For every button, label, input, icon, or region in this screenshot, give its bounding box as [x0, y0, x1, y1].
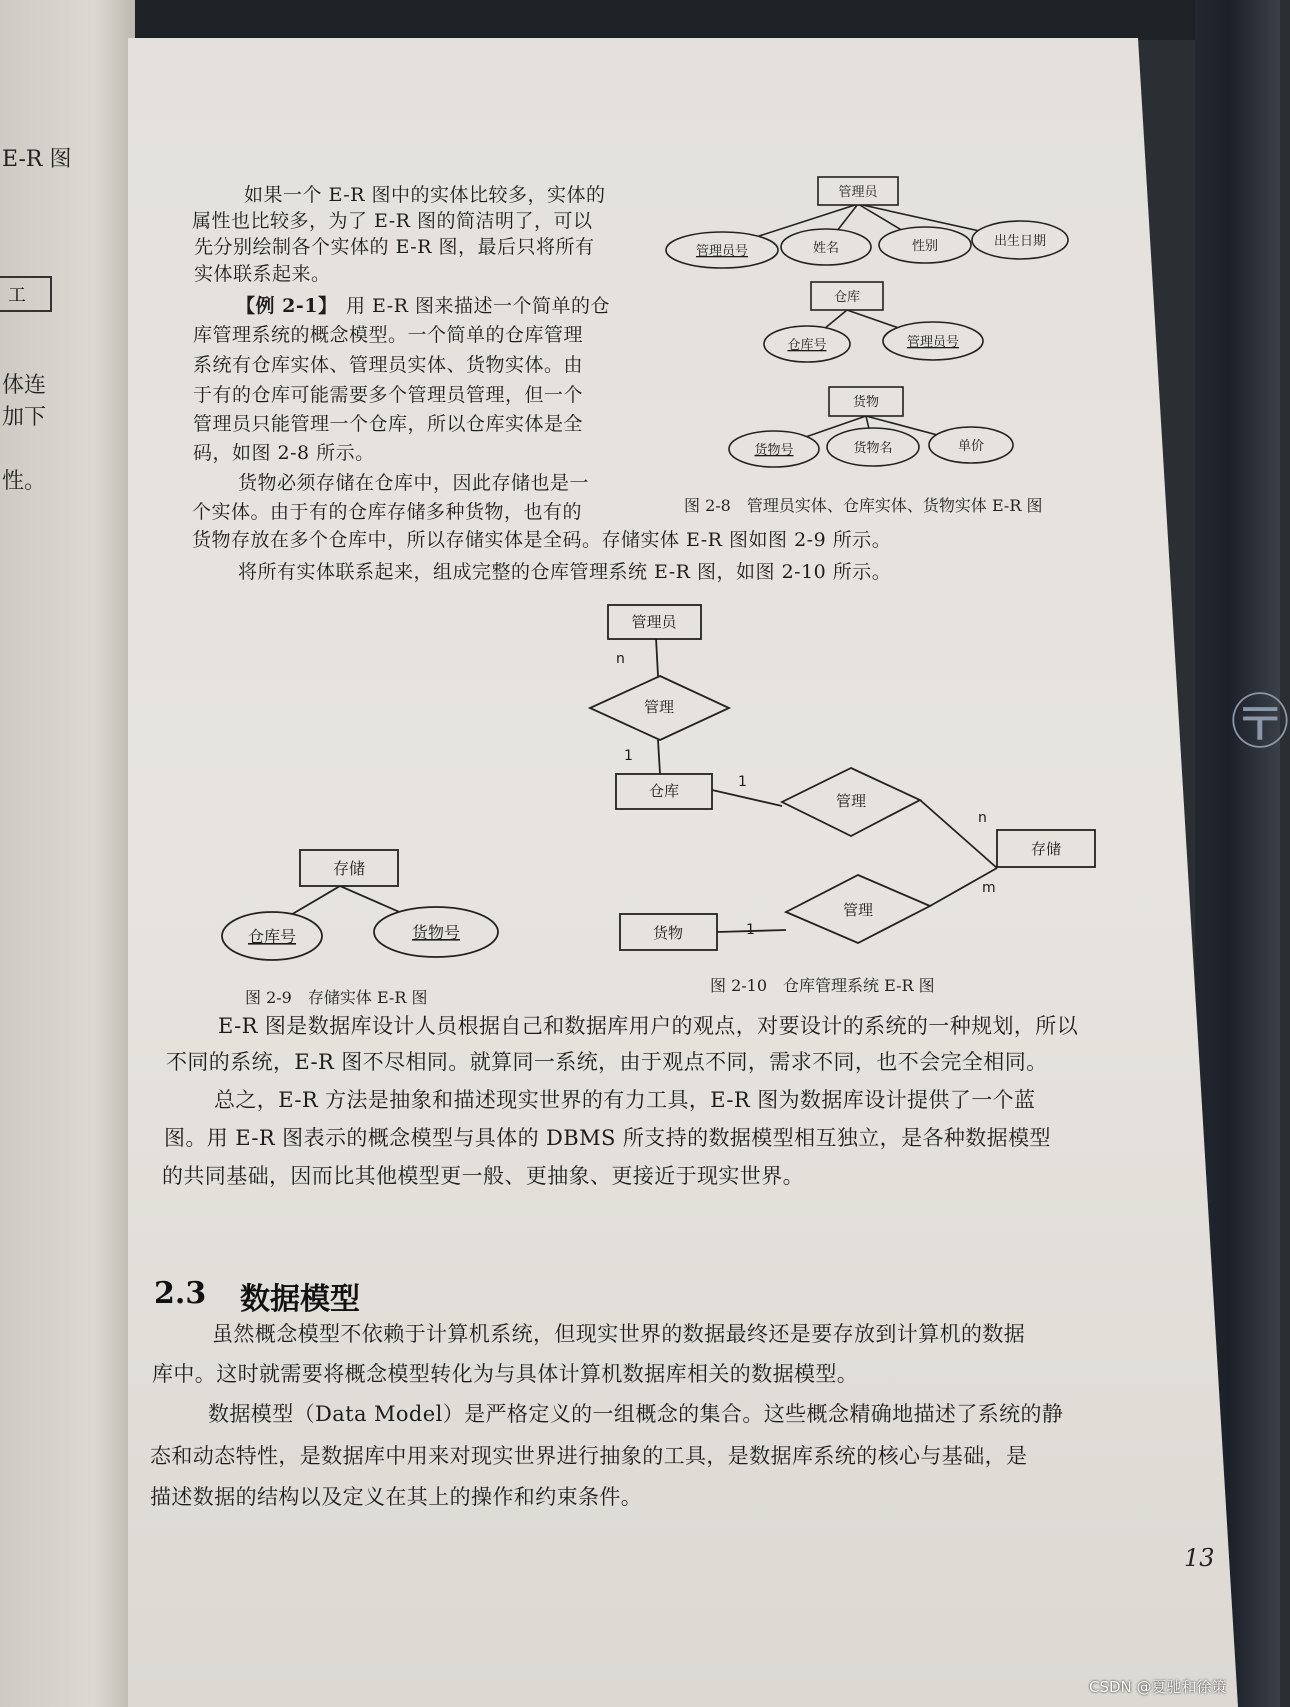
attr-label: 货物号: [411, 923, 461, 942]
fig-2-10: [590, 605, 1095, 950]
section-title: 数据模型: [240, 1282, 360, 1317]
p4-line: 将所有实体联系起来，组成完整的仓库管理系统 E-R 图，如图 2-10 所示。: [238, 561, 892, 583]
watermark: CSDN @夏驰和徐策: [1089, 1678, 1227, 1696]
left-fragment: 加下: [2, 405, 47, 430]
p3-line: 货物存放在多个仓库中，所以存储实体是全码。存储实体 E-R 图如图 2-9 所示。: [192, 529, 892, 551]
connector-line: [712, 790, 782, 806]
p8-line: 描述数据的结构以及定义在其上的操作和约束条件。: [150, 1485, 643, 1509]
p1-line: 属性也比较多，为了 E-R 图的简洁明了，可以: [192, 210, 593, 232]
entity-label: 货物: [852, 395, 880, 410]
left-fragment: E-R 图: [2, 147, 72, 172]
connector-line: [656, 638, 658, 676]
p1-line: 如果一个 E-R 图中的实体比较多，实体的: [244, 184, 606, 206]
left-fragment: 性。: [2, 469, 47, 494]
section-number: 2.3: [154, 1276, 207, 1311]
p6-line: 的共同基础，因而比其他模型更一般、更抽象、更接近于现实世界。: [162, 1164, 804, 1188]
p2-line: 系统有仓库实体、管理员实体、货物实体。由: [193, 354, 584, 376]
p2-line: 码，如图 2-8 所示。: [193, 442, 375, 464]
fig-2-9-labels: [248, 859, 460, 946]
p2-line: 于有的仓库可能需要多个管理员管理，但一个: [193, 384, 584, 406]
fig-2-8: [666, 177, 1068, 467]
figure-caption: 图 2-8 管理员实体、仓库实体、货物实体 E-R 图: [684, 496, 1043, 515]
p7-line: 虽然概念模型不依赖于计算机系统，但现实世界的数据最终还是要存放到计算机的数据: [212, 1322, 1026, 1346]
p8-line: 态和动态特性，是数据库中用来对现实世界进行抽象的工具，是数据库系统的核心与基础，是: [150, 1444, 1028, 1468]
cardinality-label: 1: [624, 748, 633, 764]
p6-line: 图。用 E-R 图表示的概念模型与具体的 DBMS 所支持的数据模型相互独立，是各种数据模型: [164, 1126, 1051, 1150]
attr-label: 性别: [911, 239, 939, 254]
entity-label: 仓库: [648, 782, 680, 800]
entity-label: 货物: [652, 924, 684, 942]
p2-line: 库管理系统的概念模型。一个简单的仓库管理: [193, 324, 584, 346]
attr-label: 管理员号: [906, 335, 960, 350]
p1-line: 先分别绘制各个实体的 E-R 图，最后只将所有: [194, 236, 595, 258]
cardinality-label: 1: [746, 922, 755, 938]
page-number: 13: [1184, 1544, 1215, 1572]
entity-label: 仓库: [833, 290, 861, 305]
p5-line: E-R 图是数据库设计人员根据自己和数据库用户的观点，对要设计的系统的一种规划，所以: [218, 1014, 1079, 1038]
cardinality-label: n: [616, 651, 625, 667]
p1-line: 实体联系起来。: [194, 263, 331, 285]
attr-label: 仓库号: [787, 338, 827, 353]
p5-line: 不同的系统，E-R 图不尽相同。就算同一系统，由于观点不同，需求不同，也不会完全相同。: [166, 1050, 1048, 1074]
p2-line: 用 E-R 图来描述一个简单的仓: [346, 295, 611, 317]
attr-label: 出生日期: [993, 234, 1047, 249]
p2-line: 管理员只能管理一个仓库，所以仓库实体是全: [193, 413, 584, 435]
attr-label: 货物名: [853, 441, 893, 456]
binder-logo: 〶: [1230, 688, 1290, 758]
relation-label: 管理: [842, 901, 874, 919]
relation-label: 管理: [643, 698, 675, 716]
example-label: 【例 2-1】: [236, 295, 338, 317]
entity-label: 存储: [1030, 840, 1062, 858]
relation-label: 管理: [835, 792, 867, 810]
connector-line: [658, 740, 660, 774]
entity-label: 管理员: [838, 185, 878, 200]
p3-line: 个实体。由于有的仓库存储多种货物，也有的: [192, 501, 583, 523]
cardinality-label: n: [978, 810, 987, 826]
attr-label: 货物号: [754, 443, 794, 458]
figure-caption: 图 2-10 仓库管理系统 E-R 图: [710, 976, 935, 995]
attr-label: 姓名: [812, 241, 840, 256]
left-fragment-box: 工: [0, 276, 52, 312]
figure-caption: 图 2-9 存储实体 E-R 图: [245, 988, 428, 1007]
p3-line: 货物必须存储在仓库中，因此存储也是一: [238, 472, 590, 494]
cardinality-label: m: [982, 880, 996, 896]
attr-label: 仓库号: [247, 927, 297, 946]
entity-label: 存储: [332, 859, 366, 878]
p7-line: 库中。这时就需要将概念模型转化为与具体计算机数据库相关的数据模型。: [152, 1362, 859, 1386]
left-fragment: 体连: [2, 373, 47, 398]
attr-label: 管理员号: [695, 244, 749, 259]
cardinality-label: 1: [738, 774, 747, 790]
entity-label: 管理员: [631, 613, 677, 631]
p6-line: 总之，E-R 方法是抽象和描述现实世界的有力工具，E-R 图为数据库设计提供了一个蓝: [214, 1088, 1036, 1112]
p8-line: 数据模型（Data Model）是严格定义的一组概念的集合。这些概念精确地描述了系统的静: [208, 1402, 1064, 1426]
attr-label: 单价: [957, 439, 985, 454]
